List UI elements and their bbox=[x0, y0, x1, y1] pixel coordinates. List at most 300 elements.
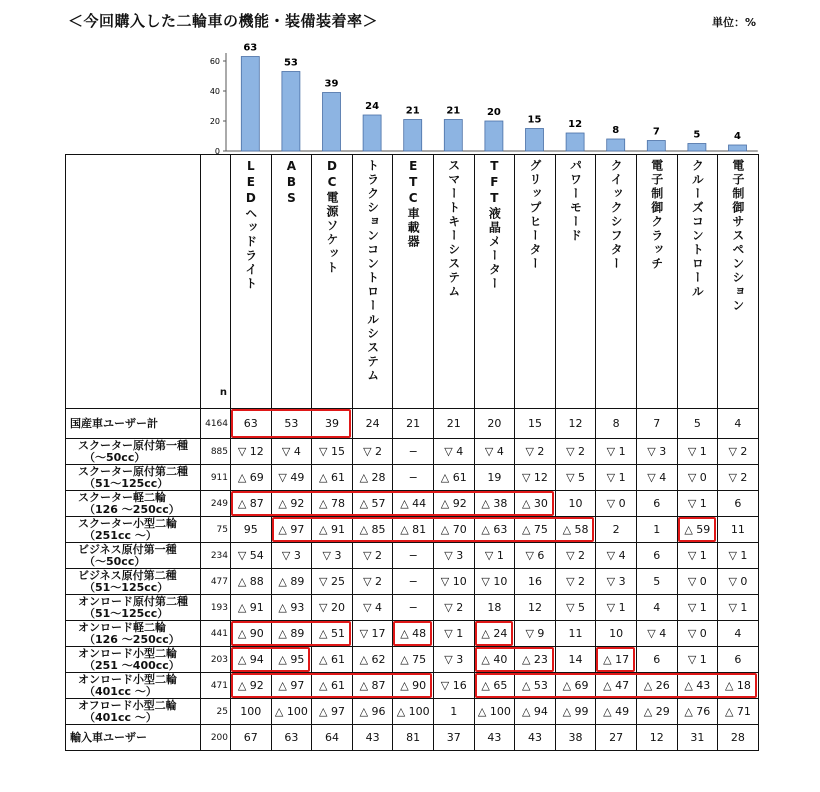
cell-value: △ 88 bbox=[237, 575, 264, 588]
table-cell bbox=[555, 491, 596, 517]
cell-value: △ 81 bbox=[400, 523, 427, 536]
table-cell bbox=[596, 647, 637, 673]
table-cell bbox=[271, 621, 312, 647]
cell-value: △ 30 bbox=[521, 497, 548, 510]
table-cell bbox=[231, 543, 272, 569]
table-cell bbox=[636, 621, 677, 647]
cell-value: − bbox=[408, 575, 418, 588]
cell-value: ▽ 4 bbox=[606, 549, 626, 562]
row-n: 203 bbox=[201, 647, 231, 673]
bar-value-label: 63 bbox=[243, 42, 258, 54]
table-cell bbox=[596, 569, 637, 595]
column-header-label: 電子制御クラッチ bbox=[649, 159, 664, 271]
table-cell bbox=[677, 491, 718, 517]
table-cell bbox=[433, 673, 474, 699]
cell-value: △ 59 bbox=[684, 523, 711, 536]
row-n: 885 bbox=[201, 439, 231, 465]
cell-value: △ 47 bbox=[603, 679, 630, 692]
cell-value: ▽ 5 bbox=[566, 471, 586, 484]
bar-value-label: 15 bbox=[527, 114, 542, 126]
table-cell bbox=[474, 491, 515, 517]
row-label-sub: （251 〜400cc） bbox=[84, 658, 180, 672]
table-cell bbox=[312, 621, 353, 647]
cell-value: 63 bbox=[243, 417, 258, 430]
row-n: 441 bbox=[201, 621, 231, 647]
cell-value: △ 95 bbox=[278, 653, 305, 666]
cell-value: 95 bbox=[243, 523, 258, 536]
cell-value: ▽ 3 bbox=[444, 549, 464, 562]
cell-value: 5 bbox=[653, 575, 661, 588]
column-header-label: ETC車載器 bbox=[406, 159, 421, 249]
column-header bbox=[352, 155, 393, 409]
cell-value: △ 26 bbox=[643, 679, 670, 692]
cell-value: ▽ 2 bbox=[566, 445, 586, 458]
column-header bbox=[555, 155, 596, 409]
table-cell bbox=[474, 725, 515, 751]
cell-value: − bbox=[408, 549, 418, 562]
table-cell bbox=[677, 673, 718, 699]
table-cell bbox=[271, 647, 312, 673]
bar bbox=[444, 120, 462, 152]
cell-value: ▽ 2 bbox=[363, 549, 383, 562]
cell-value: ▽ 3 bbox=[606, 575, 626, 588]
column-header bbox=[636, 155, 677, 409]
table-cell bbox=[636, 491, 677, 517]
cell-value: − bbox=[408, 471, 418, 484]
cell-value: 43 bbox=[365, 731, 380, 744]
cell-value: 12 bbox=[527, 601, 542, 614]
cell-value: ▽ 16 bbox=[440, 679, 467, 692]
column-header bbox=[433, 155, 474, 409]
cell-value: △ 38 bbox=[481, 497, 508, 510]
bar-value-label: 53 bbox=[283, 57, 298, 69]
cell-value: △ 85 bbox=[359, 523, 386, 536]
cell-value: △ 78 bbox=[319, 497, 345, 510]
bar-value-label: 20 bbox=[486, 107, 501, 118]
row-n: 75 bbox=[201, 517, 231, 543]
row-n: 477 bbox=[201, 569, 231, 595]
cell-value: △ 53 bbox=[521, 679, 548, 692]
cell-value: 15 bbox=[527, 417, 542, 430]
cell-value: ▽ 4 bbox=[444, 445, 464, 458]
cell-value: ▽ 3 bbox=[444, 653, 464, 666]
cell-value: △ 87 bbox=[359, 679, 386, 692]
table-cell bbox=[312, 647, 353, 673]
row-label bbox=[66, 673, 201, 699]
table-cell bbox=[636, 517, 677, 543]
table-cell bbox=[555, 673, 596, 699]
table-cell bbox=[271, 439, 312, 465]
row-label bbox=[66, 491, 201, 517]
row-label-sub: （126 〜250cc） bbox=[84, 632, 180, 646]
table-cell bbox=[596, 543, 637, 569]
cell-value: △ 69 bbox=[562, 679, 589, 692]
row-label-sub: （401cc 〜） bbox=[84, 710, 157, 724]
cell-value: △ 69 bbox=[237, 471, 264, 484]
bar bbox=[688, 144, 706, 152]
table-cell bbox=[596, 439, 637, 465]
cell-value: 10 bbox=[568, 497, 583, 510]
cell-value: △ 75 bbox=[521, 523, 548, 536]
table-row bbox=[66, 595, 759, 621]
table-cell bbox=[312, 595, 353, 621]
table-cell bbox=[677, 517, 718, 543]
row-label bbox=[66, 569, 201, 595]
bar bbox=[566, 133, 584, 151]
table-cell bbox=[271, 409, 312, 439]
row-label bbox=[66, 647, 201, 673]
cell-value: ▽ 1 bbox=[687, 497, 707, 510]
table-cell bbox=[271, 517, 312, 543]
cell-value: △ 97 bbox=[319, 705, 345, 718]
table-cell bbox=[231, 569, 272, 595]
row-label bbox=[66, 517, 201, 543]
row-label-sub: （51〜125cc） bbox=[84, 580, 169, 594]
table-cell bbox=[718, 621, 759, 647]
table-row bbox=[66, 543, 759, 569]
column-header bbox=[474, 155, 515, 409]
cell-value: ▽ 1 bbox=[728, 549, 748, 562]
column-header-label: スマートキーシステム bbox=[446, 159, 461, 299]
table-cell bbox=[352, 621, 393, 647]
cell-value: △ 76 bbox=[684, 705, 711, 718]
table-cell bbox=[636, 465, 677, 491]
cell-value: 19 bbox=[487, 471, 502, 484]
cell-value: ▽ 1 bbox=[606, 471, 626, 484]
cell-value: 7 bbox=[653, 417, 661, 430]
table-cell bbox=[636, 647, 677, 673]
row-label bbox=[66, 439, 201, 465]
table-cell bbox=[231, 673, 272, 699]
table-cell bbox=[231, 409, 272, 439]
table-cell bbox=[312, 543, 353, 569]
table-cell bbox=[433, 491, 474, 517]
cell-value: ▽ 2 bbox=[363, 445, 383, 458]
row-label-sub: （251cc 〜） bbox=[84, 528, 157, 542]
cell-value: △ 91 bbox=[319, 523, 345, 536]
table-cell bbox=[312, 439, 353, 465]
cell-value: △ 94 bbox=[237, 653, 264, 666]
bar bbox=[241, 57, 259, 152]
cell-value: △ 44 bbox=[400, 497, 427, 510]
y-tick-label: 60 bbox=[209, 57, 220, 66]
table-cell bbox=[474, 409, 515, 439]
cell-value: △ 63 bbox=[481, 523, 508, 536]
cell-value: ▽ 17 bbox=[359, 627, 386, 640]
cell-value: △ 17 bbox=[603, 653, 630, 666]
cell-value: △ 29 bbox=[643, 705, 670, 718]
table-cell bbox=[555, 699, 596, 725]
table-row bbox=[66, 491, 759, 517]
cell-value: △ 57 bbox=[359, 497, 386, 510]
row-label bbox=[66, 725, 201, 751]
table-cell bbox=[352, 569, 393, 595]
cell-value: ▽ 1 bbox=[606, 601, 626, 614]
table-cell bbox=[555, 725, 596, 751]
row-label-sub: （〜50cc） bbox=[84, 554, 146, 568]
table-row bbox=[66, 465, 759, 491]
table-cell bbox=[231, 465, 272, 491]
table-cell bbox=[677, 595, 718, 621]
table-cell bbox=[393, 439, 434, 465]
table-cell bbox=[677, 725, 718, 751]
cell-value: 4 bbox=[734, 417, 742, 430]
cell-value: ▽ 2 bbox=[728, 471, 748, 484]
cell-value: 67 bbox=[243, 731, 258, 744]
cell-value: ▽ 1 bbox=[687, 653, 707, 666]
row-n: 193 bbox=[201, 595, 231, 621]
table-cell bbox=[596, 699, 637, 725]
table-cell bbox=[596, 409, 637, 439]
table-cell bbox=[271, 699, 312, 725]
row-label-sub: （126 〜250cc） bbox=[84, 502, 180, 516]
cell-value: ▽ 2 bbox=[566, 575, 586, 588]
cell-value: 27 bbox=[609, 731, 624, 744]
cell-value: △ 89 bbox=[278, 627, 305, 640]
table-cell bbox=[433, 699, 474, 725]
table-row bbox=[66, 699, 759, 725]
cell-value: △ 49 bbox=[603, 705, 630, 718]
table-cell bbox=[555, 595, 596, 621]
bar-value-label: 7 bbox=[652, 126, 660, 138]
cell-value: △ 65 bbox=[481, 679, 508, 692]
cell-value: ▽ 4 bbox=[647, 471, 667, 484]
table-cell bbox=[312, 569, 353, 595]
table-cell bbox=[231, 621, 272, 647]
table-cell bbox=[555, 517, 596, 543]
cell-value: 81 bbox=[406, 731, 421, 744]
bar bbox=[404, 120, 422, 152]
cell-value: ▽ 20 bbox=[319, 601, 345, 614]
row-label-text: ビジネス原付第二種 bbox=[78, 568, 177, 582]
y-tick-label: 0 bbox=[214, 147, 220, 156]
data-table bbox=[65, 154, 759, 751]
table-cell bbox=[677, 647, 718, 673]
cell-value: 63 bbox=[284, 731, 299, 744]
table-cell bbox=[433, 465, 474, 491]
table-cell bbox=[231, 439, 272, 465]
bar-value-label: 21 bbox=[446, 105, 461, 117]
cell-value: 2 bbox=[612, 523, 620, 536]
table-cell bbox=[352, 543, 393, 569]
table-cell bbox=[352, 647, 393, 673]
table-cell bbox=[677, 409, 718, 439]
row-label-text: オンロード小型二輪 bbox=[78, 672, 177, 686]
cell-value: ▽ 1 bbox=[606, 445, 626, 458]
table-cell bbox=[433, 595, 474, 621]
cell-value: △ 70 bbox=[440, 523, 467, 536]
table-cell bbox=[352, 439, 393, 465]
table-cell bbox=[474, 673, 515, 699]
cell-value: △ 51 bbox=[319, 627, 345, 640]
page-title: ＜今回購入した二輪車の機能・装備装着率＞ bbox=[68, 12, 379, 30]
cell-value: △ 100 bbox=[274, 705, 308, 718]
table-cell bbox=[596, 465, 637, 491]
cell-value: ▽ 3 bbox=[647, 445, 667, 458]
table-cell bbox=[352, 491, 393, 517]
row-label-text: オフロード小型二輪 bbox=[78, 698, 177, 712]
cell-value: △ 92 bbox=[440, 497, 467, 510]
cell-value: △ 23 bbox=[521, 653, 548, 666]
bar bbox=[323, 93, 341, 152]
table-cell bbox=[433, 725, 474, 751]
cell-value: 20 bbox=[487, 417, 502, 430]
bar bbox=[647, 141, 665, 152]
column-header-label: クイックシフター bbox=[609, 159, 624, 271]
table-cell bbox=[393, 465, 434, 491]
table-cell bbox=[596, 595, 637, 621]
cell-value: ▽ 12 bbox=[521, 471, 548, 484]
cell-value: 16 bbox=[527, 575, 542, 588]
cell-value: △ 62 bbox=[359, 653, 386, 666]
column-header-label: LEDヘッドライト bbox=[243, 159, 258, 291]
cell-value: ▽ 1 bbox=[687, 445, 707, 458]
table-cell bbox=[515, 647, 556, 673]
bar bbox=[485, 121, 503, 151]
cell-value: ▽ 0 bbox=[687, 627, 707, 640]
column-header-label: 電子制御サスペンション bbox=[730, 159, 745, 313]
table-cell bbox=[718, 465, 759, 491]
table-cell bbox=[393, 621, 434, 647]
table-cell bbox=[393, 569, 434, 595]
cell-value: ▽ 10 bbox=[481, 575, 508, 588]
row-n: 25 bbox=[201, 699, 231, 725]
table-cell bbox=[677, 543, 718, 569]
row-label-text: スクーター小型二輪 bbox=[78, 516, 177, 530]
cell-value: 12 bbox=[568, 417, 583, 430]
row-label-text: ビジネス原付第一種 bbox=[78, 542, 177, 556]
cell-value: ▽ 2 bbox=[444, 601, 464, 614]
bar-value-label: 21 bbox=[405, 105, 420, 117]
table-cell bbox=[433, 569, 474, 595]
column-header-label: クルーズコントロール bbox=[690, 159, 705, 299]
row-label-text: オンロード原付第二種 bbox=[78, 594, 188, 608]
column-header bbox=[312, 155, 353, 409]
table-row bbox=[66, 439, 759, 465]
cell-value: 11 bbox=[568, 627, 583, 640]
table-cell bbox=[636, 439, 677, 465]
cell-value: △ 89 bbox=[278, 575, 305, 588]
column-header bbox=[596, 155, 637, 409]
cell-value: △ 24 bbox=[481, 627, 508, 640]
table-cell bbox=[231, 595, 272, 621]
table-cell bbox=[231, 517, 272, 543]
table-cell bbox=[271, 543, 312, 569]
cell-value: △ 99 bbox=[562, 705, 589, 718]
cell-value: 8 bbox=[612, 417, 620, 430]
table-cell bbox=[474, 621, 515, 647]
table-cell bbox=[474, 647, 515, 673]
cell-value: ▽ 2 bbox=[363, 575, 383, 588]
row-n: 249 bbox=[201, 491, 231, 517]
table-cell bbox=[555, 543, 596, 569]
table-cell bbox=[718, 517, 759, 543]
bar-value-label: 24 bbox=[365, 101, 380, 112]
table-cell bbox=[352, 595, 393, 621]
cell-value: 43 bbox=[527, 731, 542, 744]
cell-value: △ 93 bbox=[278, 601, 305, 614]
table-row bbox=[66, 673, 759, 699]
table-cell bbox=[718, 409, 759, 439]
cell-value: 38 bbox=[568, 731, 583, 744]
cell-value: ▽ 12 bbox=[237, 445, 264, 458]
table-cell bbox=[718, 647, 759, 673]
table-cell bbox=[677, 621, 718, 647]
row-n: 234 bbox=[201, 543, 231, 569]
row-label-sub: （〜50cc） bbox=[84, 450, 146, 464]
table-cell bbox=[312, 517, 353, 543]
table-cell bbox=[596, 517, 637, 543]
bar bbox=[607, 139, 625, 151]
column-header bbox=[718, 155, 759, 409]
table-cell bbox=[596, 621, 637, 647]
header-corner bbox=[66, 155, 201, 409]
table-cell bbox=[393, 699, 434, 725]
bar-value-label: 4 bbox=[734, 131, 741, 142]
table-cell bbox=[393, 517, 434, 543]
table-cell bbox=[352, 725, 393, 751]
column-header bbox=[515, 155, 556, 409]
table-cell bbox=[433, 621, 474, 647]
cell-value: 6 bbox=[653, 549, 661, 562]
cell-value: ▽ 0 bbox=[606, 497, 626, 510]
table-cell bbox=[515, 491, 556, 517]
unit-label: 単位：% bbox=[712, 16, 757, 29]
table-cell bbox=[677, 699, 718, 725]
cell-value: ▽ 25 bbox=[319, 575, 345, 588]
cell-value: ▽ 49 bbox=[278, 471, 305, 484]
table-cell bbox=[515, 621, 556, 647]
cell-value: 28 bbox=[730, 731, 745, 744]
cell-value: 21 bbox=[446, 417, 461, 430]
table-cell bbox=[312, 699, 353, 725]
bar bbox=[363, 115, 381, 151]
bar bbox=[526, 129, 544, 152]
table-cell bbox=[555, 621, 596, 647]
cell-value: 14 bbox=[568, 653, 583, 666]
table-cell bbox=[352, 517, 393, 543]
cell-value: 1 bbox=[653, 523, 661, 536]
cell-value: ▽ 1 bbox=[484, 549, 504, 562]
cell-value: 18 bbox=[487, 601, 502, 614]
table-cell bbox=[474, 439, 515, 465]
n-header bbox=[201, 155, 231, 409]
column-header bbox=[231, 155, 272, 409]
cell-value: △ 91 bbox=[237, 601, 264, 614]
table-cell bbox=[718, 543, 759, 569]
cell-value: 4 bbox=[734, 627, 742, 640]
table-cell bbox=[231, 647, 272, 673]
cell-value: 37 bbox=[446, 731, 461, 744]
bar bbox=[729, 145, 747, 151]
table-row bbox=[66, 569, 759, 595]
cell-value: ▽ 4 bbox=[363, 601, 383, 614]
cell-value: ▽ 4 bbox=[484, 445, 504, 458]
table-cell bbox=[271, 725, 312, 751]
table-cell bbox=[555, 409, 596, 439]
table-cell bbox=[636, 569, 677, 595]
y-tick-label: 20 bbox=[209, 117, 220, 126]
cell-value: ▽ 2 bbox=[566, 549, 586, 562]
cell-value: 21 bbox=[406, 417, 421, 430]
bar-value-label: 39 bbox=[324, 78, 339, 90]
bar-chart bbox=[0, 0, 820, 156]
table-cell bbox=[352, 699, 393, 725]
table-cell bbox=[718, 569, 759, 595]
column-header bbox=[393, 155, 434, 409]
table-cell bbox=[636, 409, 677, 439]
cell-value: ▽ 6 bbox=[525, 549, 545, 562]
